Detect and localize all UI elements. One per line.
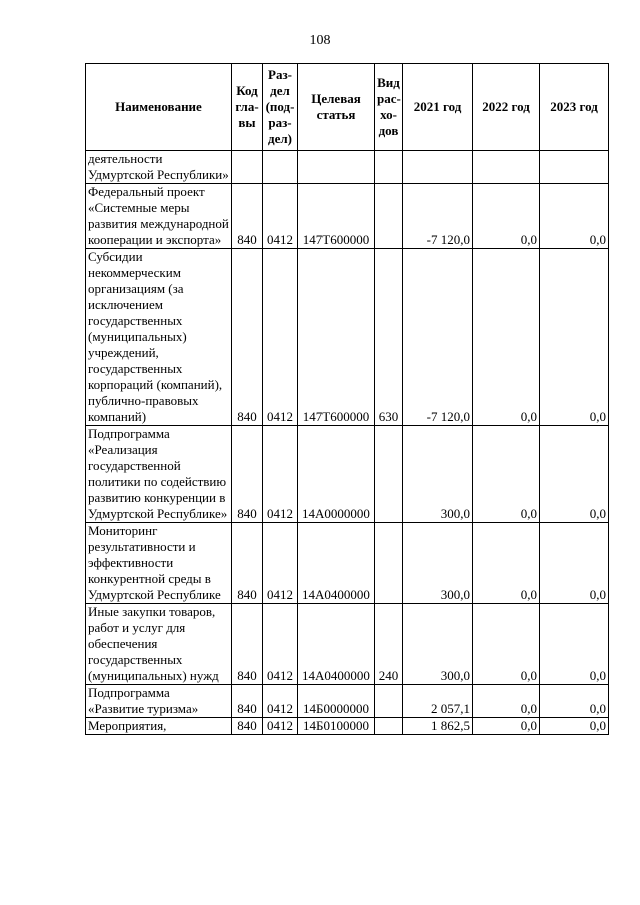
row-2022: 0,0 xyxy=(473,249,540,426)
row-2023: 0,0 xyxy=(540,523,609,604)
row-chapter-code: 840 xyxy=(232,184,263,249)
header-section: Раз- дел (под- раз- дел) xyxy=(263,64,298,151)
table-row xyxy=(86,426,609,523)
row-2021: 300,0 xyxy=(403,604,473,685)
row-section: 0412 xyxy=(263,604,298,685)
table-row xyxy=(86,184,609,249)
row-2021: -7 120,0 xyxy=(403,249,473,426)
row-2023: 0,0 xyxy=(540,718,609,735)
row-section: 0412 xyxy=(263,184,298,249)
row-target-article xyxy=(298,151,375,184)
header-year-2021: 2021 год xyxy=(403,64,473,151)
row-2021: -7 120,0 xyxy=(403,184,473,249)
row-name: Федеральный проект «Системные меры развития международной кооперации и экспорта» xyxy=(86,184,232,249)
row-2021: 1 862,5 xyxy=(403,718,473,735)
table-row xyxy=(86,523,609,604)
row-2021: 2 057,1 xyxy=(403,685,473,718)
row-expense-type xyxy=(375,685,403,718)
row-2023: 0,0 xyxy=(540,685,609,718)
row-chapter-code: 840 xyxy=(232,718,263,735)
row-2022: 0,0 xyxy=(473,718,540,735)
row-chapter-code: 840 xyxy=(232,249,263,426)
row-2022: 0,0 xyxy=(473,426,540,523)
header-target-article: Целевая статья xyxy=(298,64,375,151)
row-target-article: 14А0000000 xyxy=(298,426,375,523)
row-chapter-code: 840 xyxy=(232,523,263,604)
row-chapter-code: 840 xyxy=(232,426,263,523)
header-year-2023: 2023 год xyxy=(540,64,609,151)
table-row xyxy=(86,685,609,718)
table-row xyxy=(86,249,609,426)
row-2022: 0,0 xyxy=(473,604,540,685)
row-name: Подпрограмма «Развитие туризма» xyxy=(86,685,232,718)
row-2021 xyxy=(403,151,473,184)
row-target-article: 147Т600000 xyxy=(298,249,375,426)
row-2022: 0,0 xyxy=(473,523,540,604)
row-section: 0412 xyxy=(263,523,298,604)
row-2021: 300,0 xyxy=(403,523,473,604)
row-expense-type xyxy=(375,426,403,523)
row-name: Иные закупки товаров, работ и услуг для обеспечения государственных (муниципальных) нужд xyxy=(86,604,232,685)
row-name: Мероприятия, xyxy=(86,718,232,735)
header-expense-type: Вид рас- хо- дов xyxy=(375,64,403,151)
row-2022 xyxy=(473,151,540,184)
row-expense-type xyxy=(375,151,403,184)
page-number: 108 xyxy=(309,33,331,48)
row-2023: 0,0 xyxy=(540,184,609,249)
row-name: Подпрограмма «Реализация государственной политики по содействию развитию конкуренции в Удмуртской Республике» xyxy=(86,426,232,523)
row-target-article: 14Б0000000 xyxy=(298,685,375,718)
row-chapter-code: 840 xyxy=(232,685,263,718)
row-chapter-code: 840 xyxy=(232,604,263,685)
row-section: 0412 xyxy=(263,685,298,718)
row-section xyxy=(263,151,298,184)
row-chapter-code xyxy=(232,151,263,184)
row-2023: 0,0 xyxy=(540,604,609,685)
row-2022: 0,0 xyxy=(473,685,540,718)
row-target-article: 14А0400000 xyxy=(298,604,375,685)
table-row xyxy=(86,718,609,735)
header-row xyxy=(86,64,609,151)
row-2023: 0,0 xyxy=(540,426,609,523)
row-expense-type: 240 xyxy=(375,604,403,685)
row-expense-type xyxy=(375,184,403,249)
header-year-2022: 2022 год xyxy=(473,64,540,151)
budget-table xyxy=(85,63,609,735)
row-target-article: 14Б0100000 xyxy=(298,718,375,735)
row-expense-type: 630 xyxy=(375,249,403,426)
row-expense-type xyxy=(375,523,403,604)
row-name: Мониторинг результативности и эффективности конкурентной среды в Удмуртской Республике xyxy=(86,523,232,604)
row-2022: 0,0 xyxy=(473,184,540,249)
table-row xyxy=(86,151,609,184)
row-section: 0412 xyxy=(263,249,298,426)
row-2023 xyxy=(540,151,609,184)
row-2023: 0,0 xyxy=(540,249,609,426)
row-section: 0412 xyxy=(263,426,298,523)
header-name: Наименование xyxy=(86,64,232,151)
table-row xyxy=(86,604,609,685)
row-2021: 300,0 xyxy=(403,426,473,523)
row-name: деятельности Удмуртской Республики» xyxy=(86,151,232,184)
row-expense-type xyxy=(375,718,403,735)
row-section: 0412 xyxy=(263,718,298,735)
header-chapter-code: Код гла- вы xyxy=(232,64,263,151)
row-target-article: 14А0400000 xyxy=(298,523,375,604)
row-target-article: 147Т600000 xyxy=(298,184,375,249)
row-name: Субсидии некоммерческим организациям (за исключением государственных (муниципальных) учреждений, государственных корпораций (компаний), публично-правовых компаний) xyxy=(86,249,232,426)
